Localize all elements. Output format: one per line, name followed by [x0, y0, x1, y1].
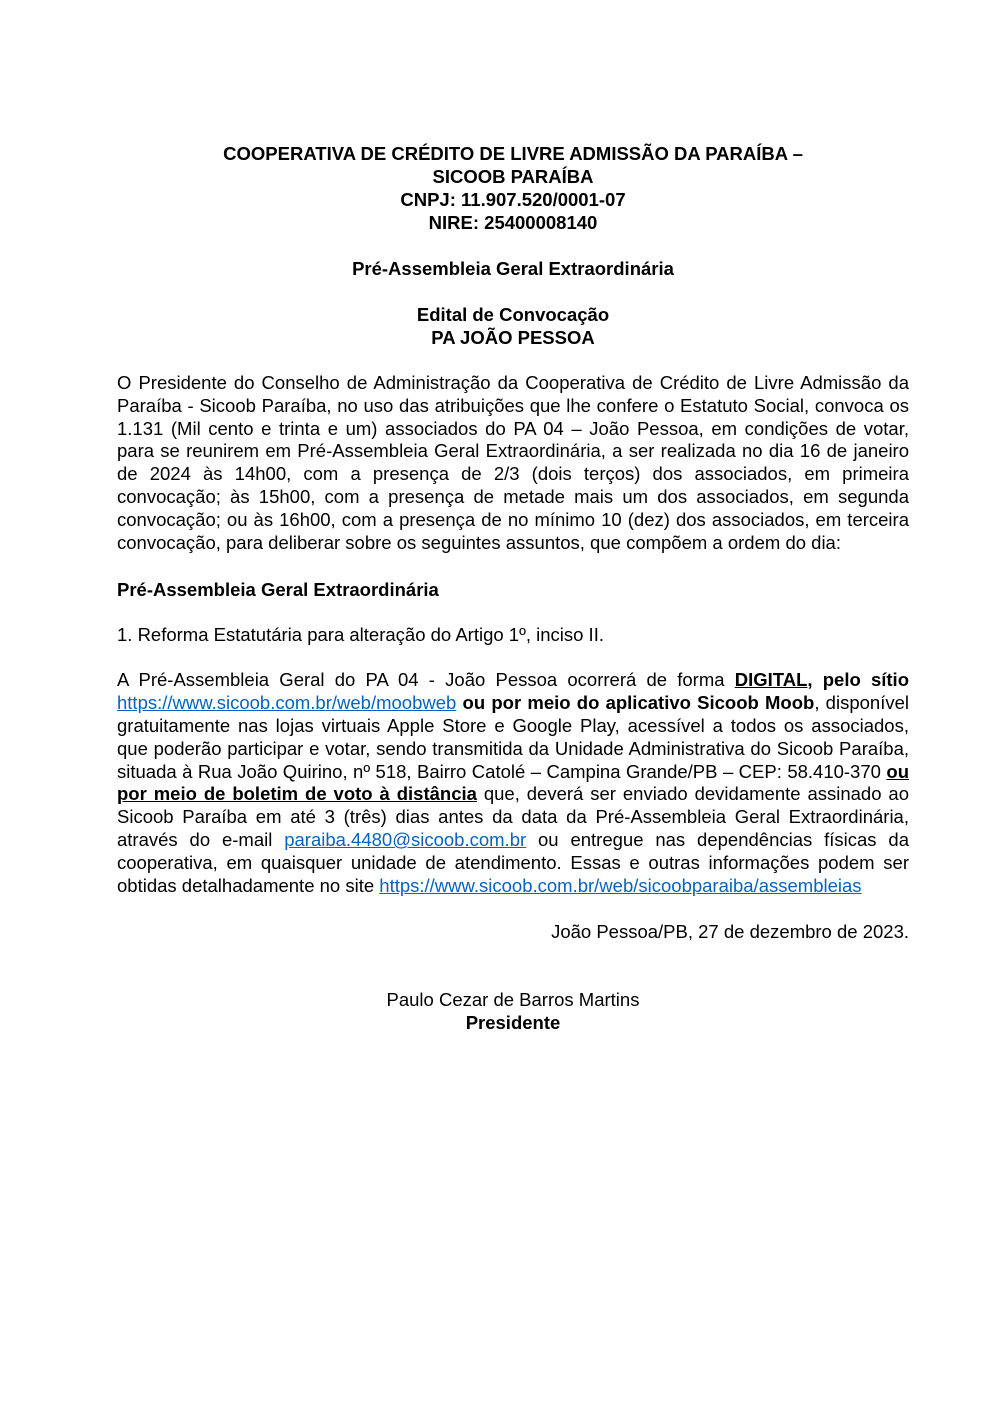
edital-line2: PA JOÃO PESSOA	[431, 327, 595, 348]
header-line1: COOPERATIVA DE CRÉDITO DE LIVRE ADMISSÃO DA PARAÍBA –	[223, 143, 803, 164]
document-body	[117, 142, 909, 1034]
intro-paragraph: O Presidente do Conselho de Administração da Cooperativa de Crédito de Livre Admissão da Paraíba - Sicoob Paraíba, no uso das atribuições que lhe confere o Estatuto Social, convoca os 1.131 (Mil cento e trinta e um) associados do PA 04 – João Pessoa, em condições de votar, para se reunirem em Pré-Assembleia Geral Extraordinária, a ser realizada no dia 16 de janeiro de 2024 às 14h00, com a presença de 2/3 (dois terços) dos associados, em primeira convocação; às 15h00, com a presença de metade mais um dos associados, em segunda convocação; ou às 16h00, com a presença de no mínimo 10 (dez) dos associados, em terceira convocação, para deliberar sobre os seguintes assuntos, que compõem a ordem do dia:	[117, 372, 909, 553]
details-text-4: , disponível gratuitamente nas lojas virtuais Apple Store e Google Play, acessível a todos os associados, que poderão participar e votar, sendo transmitida da Unidade Administrativa do Sicoob Paraíba, situada à Rua João Quirino, nº 518, Bairro Catolé – Campina Grande/PB – CEP: 58.410-370	[117, 692, 909, 782]
moobweb-link[interactable]: https://www.sicoob.com.br/web/moobweb	[117, 692, 457, 714]
details-text-3: ou por meio do aplicativo Sicoob Moob	[456, 692, 815, 714]
place-date: João Pessoa/PB, 27 de dezembro de 2023.	[551, 921, 909, 943]
header-cnpj: CNPJ: 11.907.520/0001-07	[400, 189, 626, 210]
agenda-item: 1. Reforma Estatutária para alteração do Artigo 1º, inciso II.	[117, 624, 604, 646]
signature-name: Paulo Cezar de Barros Martins	[386, 989, 640, 1011]
details-text-7: ou entregue nas dependências físicas da cooperativa, em quaisquer unidade de atendimento. Essas e outras informações podem ser obtidas detalhadamente no site	[117, 828, 909, 896]
digital-emphasis: DIGITAL	[734, 669, 808, 691]
assembleias-link[interactable]: https://www.sicoob.com.br/web/sicoobparaiba/assembleias	[379, 874, 862, 896]
boletim-emphasis: ou por meio de boletim de voto à distância	[117, 760, 909, 805]
header-line2: SICOOB PARAÍBA	[432, 166, 594, 187]
details-paragraph	[117, 669, 909, 897]
agenda-list	[117, 623, 909, 646]
agenda-title: Pré-Assembleia Geral Extraordinária	[117, 579, 439, 601]
document-title: Pré-Assembleia Geral Extraordinária	[352, 258, 674, 279]
email-link[interactable]: paraiba.4480@sicoob.com.br	[284, 828, 527, 850]
document-header	[117, 142, 909, 234]
details-text-2: , pelo sítio	[807, 669, 909, 691]
edital-heading	[117, 303, 909, 349]
header-nire: NIRE: 25400008140	[428, 212, 598, 233]
details-text-6: que, deverá ser enviado devidamente assinado ao Sicoob Paraíba em até 3 (três) dias antes da data da Pré-Assembleia Geral Extraordinária, através do e-mail	[117, 783, 910, 850]
edital-line1: Edital de Convocação	[416, 304, 610, 325]
signature-role: Presidente	[465, 1012, 561, 1034]
details-text-1: A Pré-Assembleia Geral do PA 04 - João Pessoa ocorrerá de forma	[117, 669, 735, 691]
signature-block	[117, 988, 909, 1034]
